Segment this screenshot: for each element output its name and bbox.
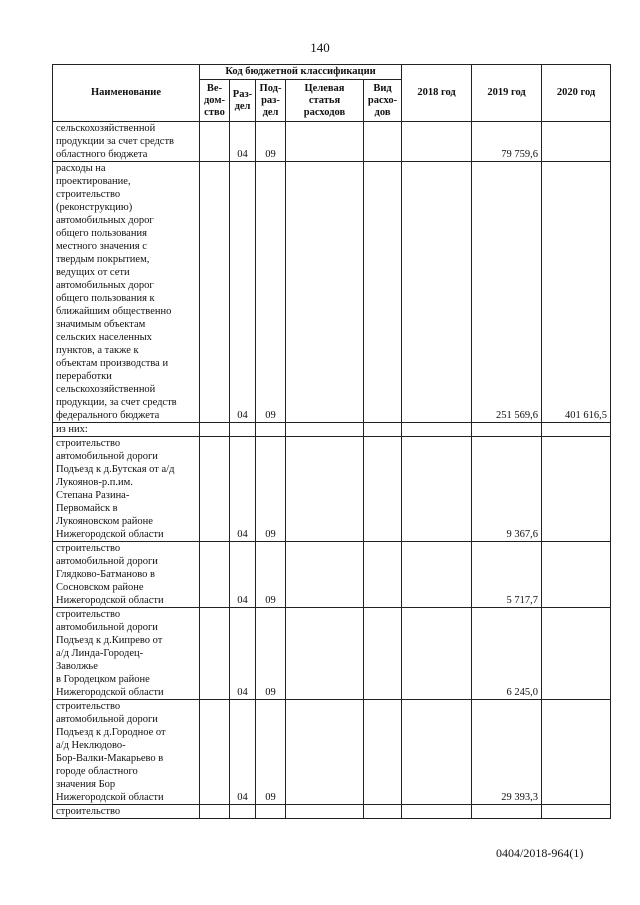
row-razdel: 04 (230, 608, 256, 700)
header-vedomstvo: Ве- дом- ство (200, 80, 230, 122)
table-row (53, 805, 611, 819)
row-name: строительство автомобильной дороги Подъезд к д.Кипрево от а/д Линда-Городец- Заволжье в Городецком районе Нижегородской области (53, 608, 200, 700)
row-vedomstvo (200, 162, 230, 423)
document-code: 0404/2018-964(1) (496, 846, 584, 860)
row-target (286, 122, 364, 162)
row-name: сельскохозяйственной продукции за счет средств областного бюджета (53, 122, 200, 162)
row-razdel (230, 805, 256, 819)
row-vid (364, 162, 402, 423)
row-target (286, 423, 364, 437)
header-row-top (53, 65, 611, 80)
row-target (286, 162, 364, 423)
row-podrazdel (256, 805, 286, 819)
row-2019: 29 393,3 (472, 700, 542, 805)
row-podrazdel (256, 423, 286, 437)
header-2018: 2018 год (402, 65, 472, 122)
row-2020 (542, 437, 611, 542)
row-vedomstvo (200, 437, 230, 542)
row-2019: 6 245,0 (472, 608, 542, 700)
row-target (286, 700, 364, 805)
row-target (286, 805, 364, 819)
row-vid (364, 122, 402, 162)
row-vid (364, 437, 402, 542)
row-razdel: 04 (230, 162, 256, 423)
row-2020 (542, 423, 611, 437)
table-row (53, 608, 611, 700)
header-target: Целевая статья расходов (286, 80, 364, 122)
row-name: строительство автомобильной дороги Подъезд к д.Городное от а/д Неклюдово- Бор-Валки-Макарьево в городе областного значения Бор Нижегородской области (53, 700, 200, 805)
row-2018 (402, 608, 472, 700)
row-target (286, 542, 364, 608)
row-2019: 251 569,6 (472, 162, 542, 423)
table-row (53, 437, 611, 542)
row-2018 (402, 437, 472, 542)
row-name: из них: (53, 423, 200, 437)
header-vid: Вид расхо- дов (364, 80, 402, 122)
header-2020: 2020 год (542, 65, 611, 122)
header-razdel: Раз- дел (230, 80, 256, 122)
header-classification-group: Код бюджетной классификации (200, 65, 402, 80)
row-2020 (542, 542, 611, 608)
row-2018 (402, 542, 472, 608)
table-row (53, 700, 611, 805)
row-name: строительство (53, 805, 200, 819)
row-2020: 401 616,5 (542, 162, 611, 423)
table-row (53, 162, 611, 423)
row-podrazdel: 09 (256, 542, 286, 608)
row-2019: 5 717,7 (472, 542, 542, 608)
row-razdel: 04 (230, 700, 256, 805)
row-name: строительство автомобильной дороги Глядково-Батманово в Сосновском районе Нижегородской области (53, 542, 200, 608)
row-vedomstvo (200, 608, 230, 700)
header-2019: 2019 год (472, 65, 542, 122)
row-podrazdel: 09 (256, 162, 286, 423)
row-vedomstvo (200, 122, 230, 162)
row-2018 (402, 423, 472, 437)
row-razdel: 04 (230, 437, 256, 542)
row-2020 (542, 700, 611, 805)
table-body (53, 122, 611, 819)
table-row (53, 542, 611, 608)
row-2020 (542, 122, 611, 162)
row-vid (364, 542, 402, 608)
row-2019 (472, 805, 542, 819)
row-razdel (230, 423, 256, 437)
table-row (53, 122, 611, 162)
row-target (286, 437, 364, 542)
row-vedomstvo (200, 542, 230, 608)
row-podrazdel: 09 (256, 700, 286, 805)
row-2018 (402, 122, 472, 162)
row-podrazdel: 09 (256, 608, 286, 700)
page-number: 140 (310, 40, 330, 55)
row-vid (364, 608, 402, 700)
row-2019 (472, 423, 542, 437)
budget-table (52, 64, 611, 819)
row-target (286, 608, 364, 700)
row-vid (364, 805, 402, 819)
table-row (53, 423, 611, 437)
row-vedomstvo (200, 700, 230, 805)
header-name: Наименование (53, 65, 200, 122)
row-podrazdel: 09 (256, 437, 286, 542)
row-vid (364, 423, 402, 437)
row-vedomstvo (200, 805, 230, 819)
row-podrazdel: 09 (256, 122, 286, 162)
row-2018 (402, 162, 472, 423)
row-2020 (542, 608, 611, 700)
row-2018 (402, 805, 472, 819)
row-2019: 9 367,6 (472, 437, 542, 542)
row-vid (364, 700, 402, 805)
row-razdel: 04 (230, 122, 256, 162)
row-2019: 79 759,6 (472, 122, 542, 162)
row-vedomstvo (200, 423, 230, 437)
row-2020 (542, 805, 611, 819)
row-name: строительство автомобильной дороги Подъезд к д.Бутская от а/д Лукоянов-р.п.им. Степана Разина- Первомайск в Лукояновском районе Нижегородской области (53, 437, 200, 542)
header-podrazdel: Под- раз- дел (256, 80, 286, 122)
row-2018 (402, 700, 472, 805)
row-name: расходы на проектирование, строительство (реконструкцию) автомобильных дорог общего пользования местного значения с твердым покрытием, ведущих от сети автомобильных дорог общего пользования к ближайшим общественно значимым объектам сельских населенных пунктов, а также к объектам производства и переработки сельскохозяйственной продукции, за счет средств федерального бюджета (53, 162, 200, 423)
row-razdel: 04 (230, 542, 256, 608)
